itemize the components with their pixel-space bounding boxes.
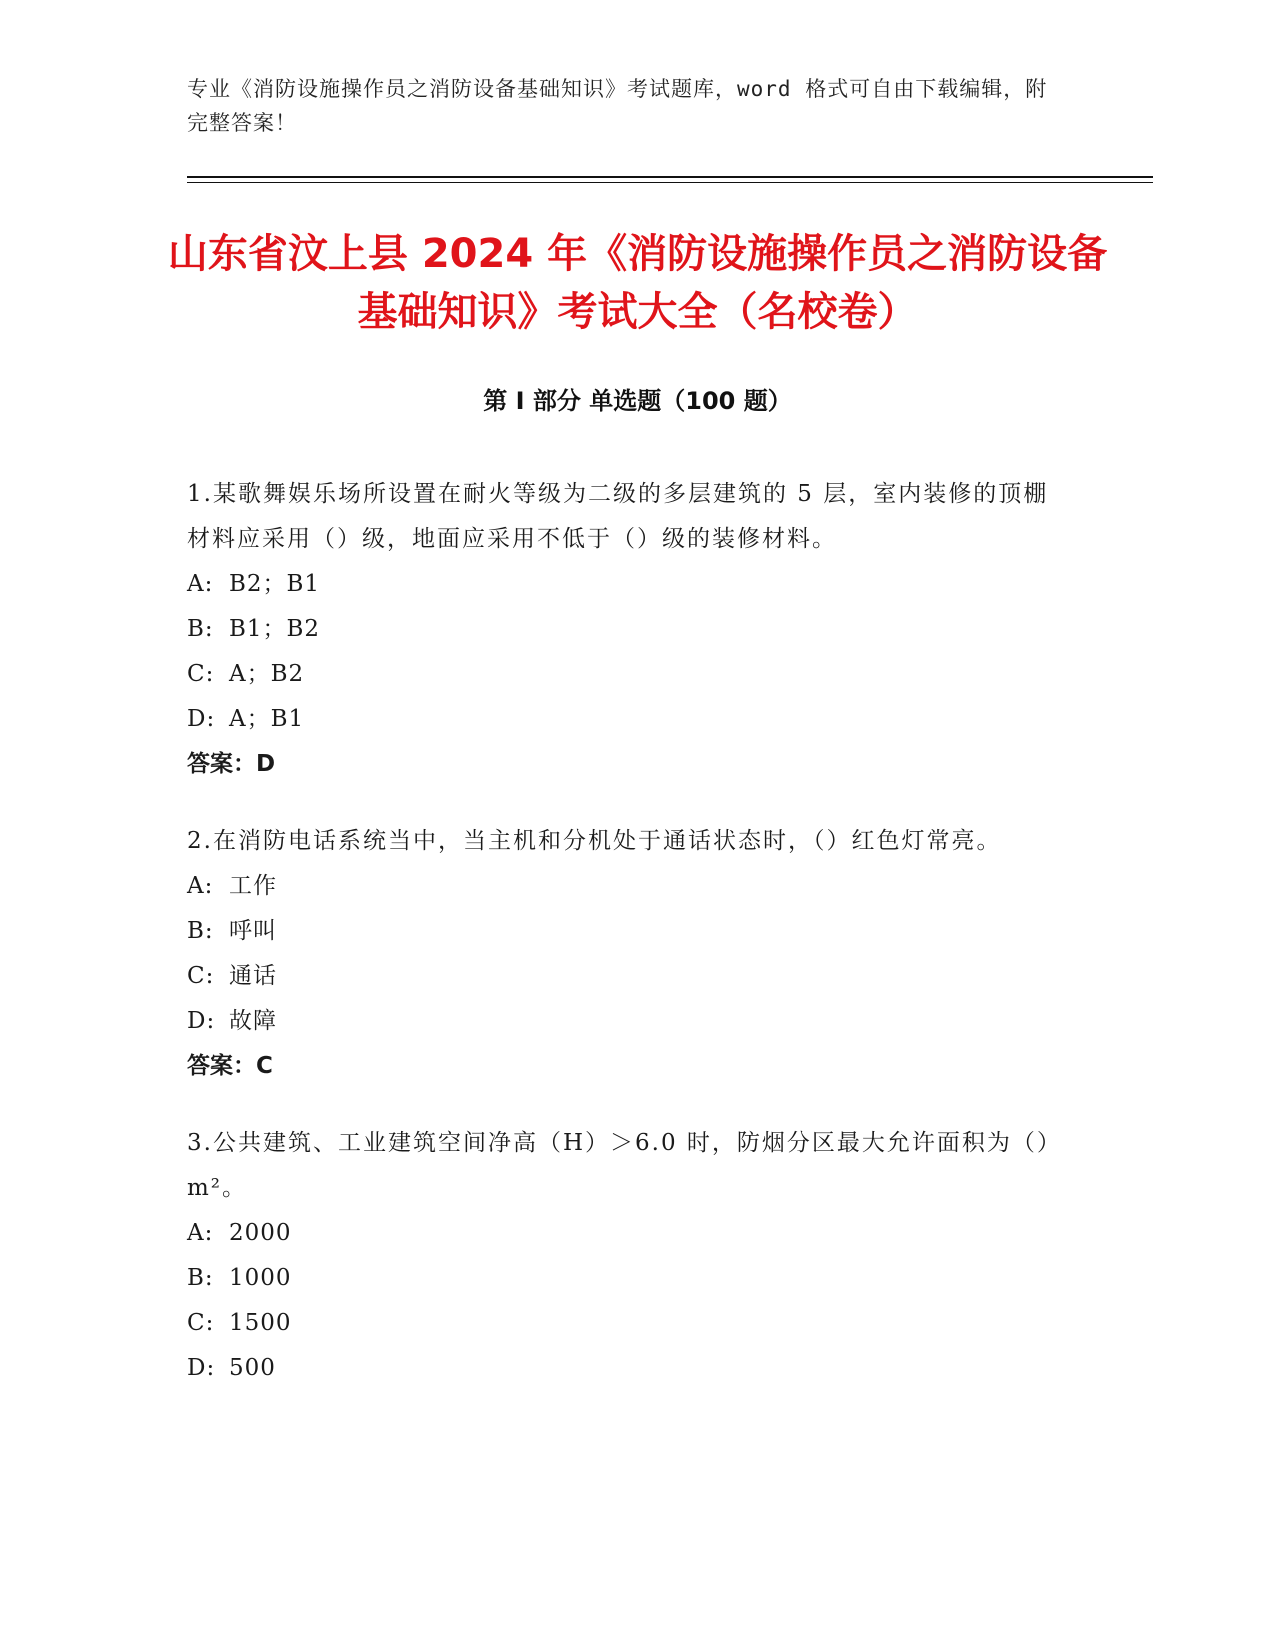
- option-d: [187, 999, 1067, 1044]
- option-value: A；B1: [229, 706, 305, 732]
- option-value: A；B2: [229, 661, 305, 687]
- option-key: C:: [187, 963, 215, 989]
- option-key: B:: [187, 616, 214, 642]
- option-b: [187, 1256, 1067, 1301]
- option-b: [187, 909, 1067, 954]
- header-note: 专业《消防设施操作员之消防设备基础知识》考试题库，word 格式可自由下载编辑，附完整答案！: [187, 77, 1048, 135]
- question-1: [187, 472, 1067, 787]
- option-value: B1；B2: [229, 616, 321, 642]
- option-key: D:: [187, 706, 216, 732]
- option-a: [187, 562, 1067, 607]
- header-rule-thick: [187, 176, 1153, 178]
- option-c: [187, 954, 1067, 999]
- option-c: [187, 652, 1067, 697]
- option-d: [187, 1346, 1067, 1391]
- option-value: 呼叫: [229, 918, 277, 944]
- option-value: 通话: [229, 963, 277, 989]
- option-a: [187, 1211, 1067, 1256]
- answer: 答案：D: [187, 751, 276, 777]
- option-d: [187, 697, 1067, 742]
- option-value: 2000: [229, 1220, 292, 1246]
- option-key: D:: [187, 1008, 216, 1034]
- option-value: B2；B1: [229, 571, 321, 597]
- option-key: A:: [187, 1220, 214, 1246]
- question-text: 1.某歌舞娱乐场所设置在耐火等级为二级的多层建筑的 5 层，室内装修的顶棚材料应采用（）级，地面应采用不低于（）级的装修材料。: [187, 481, 1049, 552]
- option-value: 1000: [229, 1265, 292, 1291]
- option-key: D:: [187, 1355, 216, 1381]
- option-key: B:: [187, 918, 214, 944]
- option-b: [187, 607, 1067, 652]
- option-value: 故障: [229, 1008, 277, 1034]
- option-c: [187, 1301, 1067, 1346]
- section-title: 第 I 部分 单选题（100 题）: [483, 387, 792, 415]
- option-key: C:: [187, 1310, 215, 1336]
- option-key: A:: [187, 873, 214, 899]
- question-list: [187, 472, 1067, 1423]
- question-3: [187, 1121, 1067, 1391]
- document-title: 山东省汶上县 2024 年《消防设施操作员之消防设备基础知识》考试大全（名校卷）: [167, 231, 1108, 335]
- option-value: 工作: [229, 873, 277, 899]
- answer: 答案：C: [187, 1053, 273, 1079]
- question-text: 3.公共建筑、工业建筑空间净高（H）＞6.0 时，防烟分区最大允许面积为（）m²。: [187, 1130, 1062, 1201]
- option-key: C:: [187, 661, 215, 687]
- option-a: [187, 864, 1067, 909]
- option-key: B:: [187, 1265, 214, 1291]
- option-value: 500: [229, 1355, 276, 1381]
- option-value: 1500: [229, 1310, 292, 1336]
- question-2: [187, 819, 1067, 1089]
- header-rule-thin: [187, 182, 1153, 183]
- question-text: 2.在消防电话系统当中，当主机和分机处于通话状态时，（）红色灯常亮。: [187, 828, 1002, 854]
- option-key: A:: [187, 571, 214, 597]
